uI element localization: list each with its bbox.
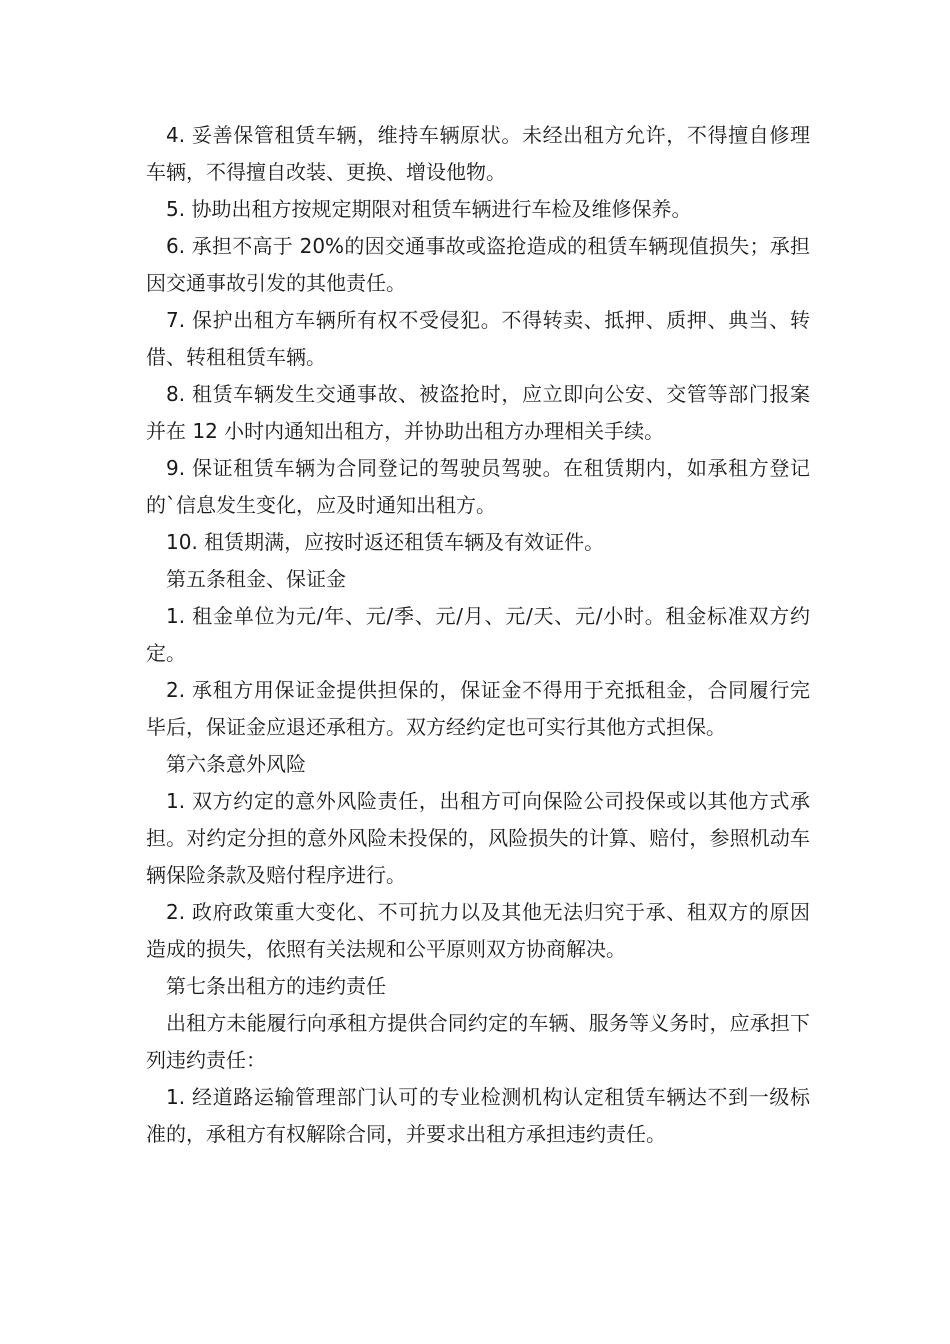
clause-10-paragraph: 10. 租赁期满，应按时返还租赁车辆及有效证件。 — [166, 530, 605, 554]
document-body — [146, 117, 810, 1153]
clause-5-paragraph: 5. 协助出租方按规定期限对租赁车辆进行车检及维修保养。 — [166, 197, 692, 221]
article-5-clause-1: 1. 租金单位为元/年、元/季、元/月、元/天、元/小时。租金标准双方约定。 — [146, 604, 810, 665]
clause-7-paragraph: 7. 保护出租方车辆所有权不受侵犯。不得转卖、抵押、质押、典当、转借、转租租赁车辆。 — [146, 308, 810, 369]
clause-4-paragraph: 4. 妥善保管租赁车辆，维持车辆原状。未经出租方允许，不得擅自修理车辆，不得擅自改装、更换、增设他物。 — [146, 123, 810, 184]
article-6-heading: 第六条意外风险 — [166, 752, 306, 776]
clause-6-paragraph: 6. 承担不高于 20%的因交通事故或盗抢造成的租赁车辆现值损失；承担因交通事故引发的其他责任。 — [146, 234, 810, 295]
article-7-clause-1: 1. 经道路运输管理部门认可的专业检测机构认定租赁车辆达不到一级标准的，承租方有权解除合同，并要求出租方承担违约责任。 — [146, 1085, 810, 1146]
article-5-clause-2: 2. 承租方用保证金提供担保的，保证金不得用于充抵租金，合同履行完毕后，保证金应退还承租方。双方经约定也可实行其他方式担保。 — [146, 678, 810, 739]
article-6-clause-2: 2. 政府政策重大变化、不可抗力以及其他无法归究于承、租双方的原因造成的损失，依照有关法规和公平原则双方协商解决。 — [146, 900, 810, 961]
clause-8-paragraph: 8. 租赁车辆发生交通事故、被盗抢时，应立即向公安、交管等部门报案并在 12 小时内通知出租方，并协助出租方办理相关手续。 — [146, 382, 810, 443]
clause-9-paragraph: 9. 保证租赁车辆为合同登记的驾驶员驾驶。在租赁期内，如承租方登记的`信息发生变化，应及时通知出租方。 — [146, 456, 810, 517]
article-7-intro: 出租方未能履行向承租方提供合同约定的车辆、服务等义务时，应承担下列违约责任： — [146, 1011, 810, 1072]
article-7-heading: 第七条出租方的违约责任 — [166, 974, 386, 998]
article-5-heading: 第五条租金、保证金 — [166, 567, 346, 591]
article-6-clause-1: 1. 双方约定的意外风险责任，出租方可向保险公司投保或以其他方式承担。对约定分担的意外风险未投保的，风险损失的计算、赔付，参照机动车辆保险条款及赔付程序进行。 — [146, 789, 810, 887]
